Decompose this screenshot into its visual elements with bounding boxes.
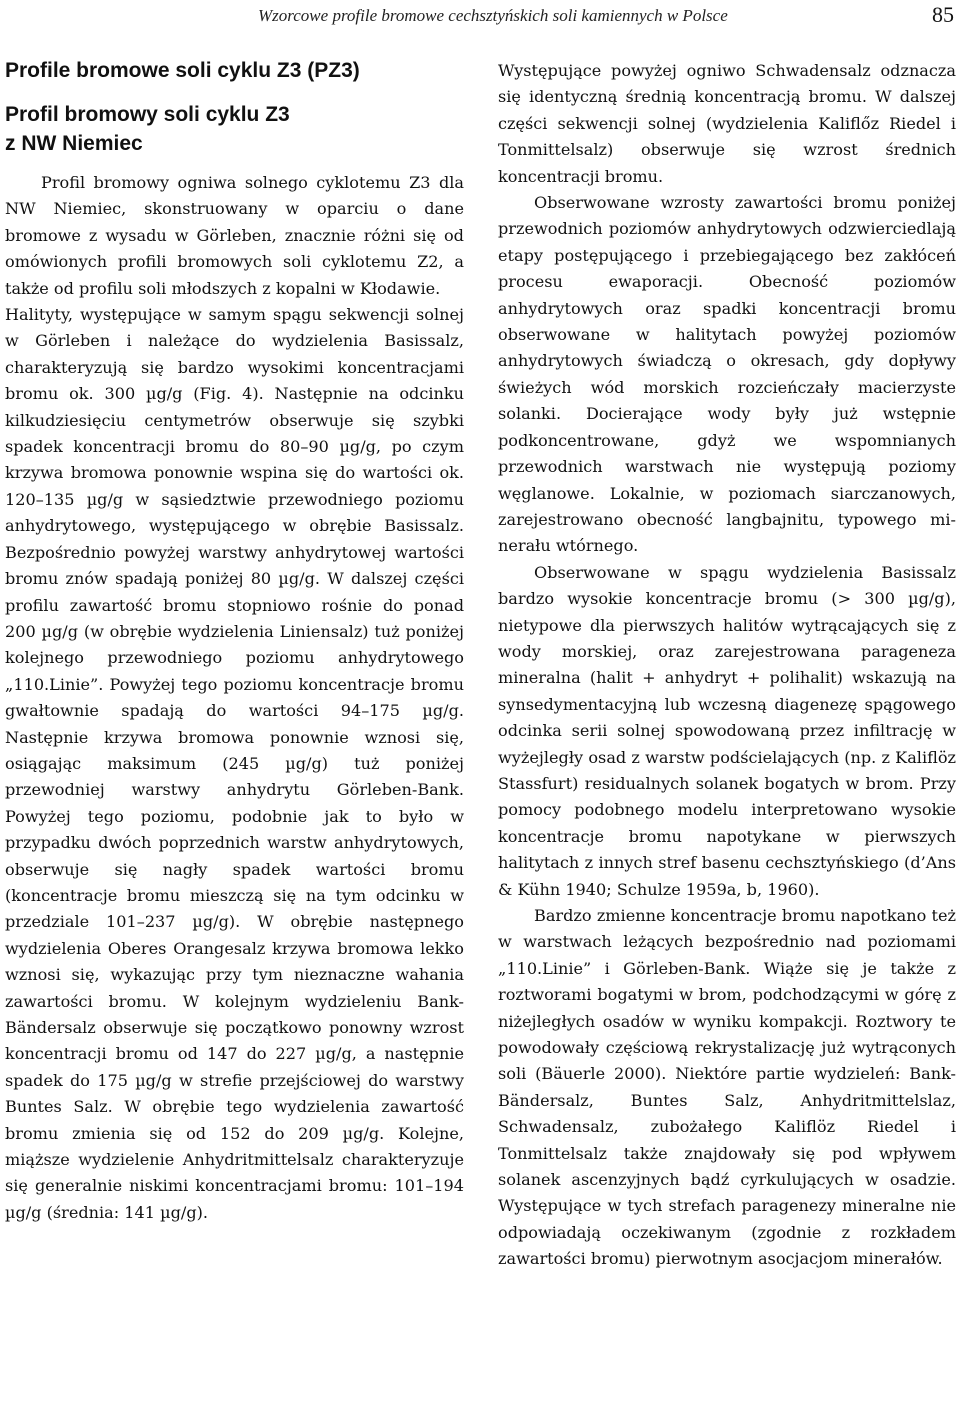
page-number: 85: [932, 2, 954, 27]
right-column: [498, 58, 956, 1273]
subsection-title-line-2: z NW Niemiec: [5, 132, 143, 155]
left-column: [5, 56, 464, 1226]
right-paragraph-2: Obserwowane wzrosty zawartości bromu poniżej przewodnich poziomów anhydrytowych odzwierciedlają etapy postępującego i przebiegającego bez zakłóceń procesu ewaporacji. Obecność poziomów anhydrytowych oraz spadki koncentracji bromu obserwowane w halitytach powyżej poziomów anhydrytowych świadczą o okresach, gdy dopływy świeżych wód morskich rozcieńczały macierzyste solanki. Docierające wody były już wstępnie podkoncentrowane, gdyż we wspomnianych przewodnich warstwach nie występują poziomy węglanowe. Lokalnie, w poziomach siarczanowych, zarejestrowano obecność langbajnitu, typowego minerału wtórnego.: [498, 193, 956, 556]
left-paragraph-1: Profil bromowy ogniwa solnego cyklotemu Z3 dla NW Niemiec, skonstruowany w oparciu o dane bromowe z wysadu w Görleben, znacznie różni się od omówionych profili bromowych soli cyklotemu Z2, a także od profilu soli młodszych z kopalni w Kłodawie.: [5, 173, 464, 298]
subsection-title: [5, 100, 464, 158]
section-title: Profile bromowe soli cyklu Z3 (PZ3): [5, 59, 360, 82]
right-paragraph-4: Bardzo zmienne koncentracje bromu napotkano też w warstwach leżących bezpośrednio nad poziomami „110.Linie” i Görleben-Bank. Wiąże się je także z roztworami bogatymi w brom, podchodzącymi w górę z niżejległych osadów w wyniku kompakcji. Roztwory te powodowały częściową rekrystalizację już wytrąconych soli (Bäuerle 2000). Niektóre partie wydzieleń: Bank-Bändersalz, Buntes Salz, Anhydritmittelslaz, Schwadensalz, zubożałego Kaliflöz Riedel i Tonmittelsalz także znajdowały się pod wpływem solanek ascenzyjnych bądź cyrkulujących w osadzie. Występujące w tych strefach paragenezy mineralne nie odpowiadają oczekiwanym (zgodnie z rozkładem zawartości bromu) pierwotnym asocjacjom minerałów.: [498, 906, 956, 1269]
running-head: [0, 2, 960, 28]
running-title: Wzorcowe profile bromowe cechsztyńskich soli kamiennych w Polsce: [258, 6, 728, 25]
right-paragraph-3: Obserwowane w spągu wydzielenia Basissalz bardzo wysokie koncentracje bromu (> 300 µg/g), nietypowe dla pierwszych halitów wytrącających się z wody morskiej, oraz zarejestrowana parageneza mineralna (halit + anhydryt + polihalit) wskazują na synsedymentacyjną lub wczesną diagenezę spągowego odcinka serii solnej spowodowaną przez infiltrację w wyżejległy osad z warstw podścielających (np. z Kaliflöz Stassfurt) residualnych solanek bogatych w brom. Przy pomocy podobnego modelu interpretowano wysokie koncentracje bromu napotykane w pierwszych halitytach z innych stref basenu cechsztyńskiego (d’Ans & Kühn 1940; Schulze 1959a, b, 1960).: [498, 562, 956, 899]
subsection-title-line-1: Profil bromowy soli cyklu Z3: [5, 103, 290, 126]
right-paragraph-1: Występujące powyżej ogniwo Schwadensalz odznacza się identyczną średnią koncentracją bromu. W dalszej części sekwencji solnej (wydzielenia Kaliflőz Riedel i Tonmittelsalz) obserwuje się wzrost średnich koncentracji bromu.: [498, 61, 956, 186]
left-paragraph-2: Halityty, występujące w samym spągu sekwencji solnej w Görleben i należące do wydzielenia Basissalz, charakteryzują się bardzo wysokimi koncentracjami bromu ok. 300 µg/g (Fig. 4). Następnie na odcinku kilkudziesięciu centymetrów obserwuje się szybki spadek koncentracji bromu do 80–90 µg/g, po czym krzywa bromowa ponownie wspina się do wartości ok. 120–135 µg/g w sąsiedztwie przewodniego poziomu anhydrytowego, występującego w obrębie Basissalz. Bezpośrednio powyżej warstwy anhydrytowej wartości bromu znów spadają poniżej 80 µg/g. W dalszej części profilu zawartość bromu stopniowo rośnie do ponad 200 µg/g (w obrębie wydzielenia Liniensalz) tuż poniżej kolejnego przewodniego poziomu anhydrytowego „110.Linie”. Powyżej tego poziomu koncentracje bromu gwałtownie spadają do wartości 94–175 µg/g. Następnie krzywa bromowa ponownie wznosi się, osiągając maksimum (245 µg/g) tuż poniżej przewodniej warstwy anhydrytu Görleben-Bank. Powyżej tego poziomu, podobnie jak to było w przypadku dwóch poprzednich warstw anhydrytowych, obserwuje się nagły spadek wartości bromu (koncentracje bromu mieszczą się na tym odcinku w przedziale 101–237 µg/g). W obrębie następnego wydzielenia Oberes Orangesalz krzywa bromowa lekko wznosi się, wykazując przy tym nieznaczne wahania zawartości bromu. W kolejnym wydzieleniu Bank-Bändersalz obserwuje się początkowo ponowny wzrost koncentracji bromu od 147 do 227 µg/g, a następnie spadek do 175 µg/g w strefie przejściowej do warstwy Buntes Salz. W obrębie tego wydzielenia zawartość bromu zmienia się od 152 do 209 µg/g. Kolejne, miąższe wydzielenie Anhydritmittelsalz charakteryzuje się generalnie niskimi koncentracjami bromu: 101–194 µg/g (średnia: 141 µg/g).: [5, 305, 464, 1222]
